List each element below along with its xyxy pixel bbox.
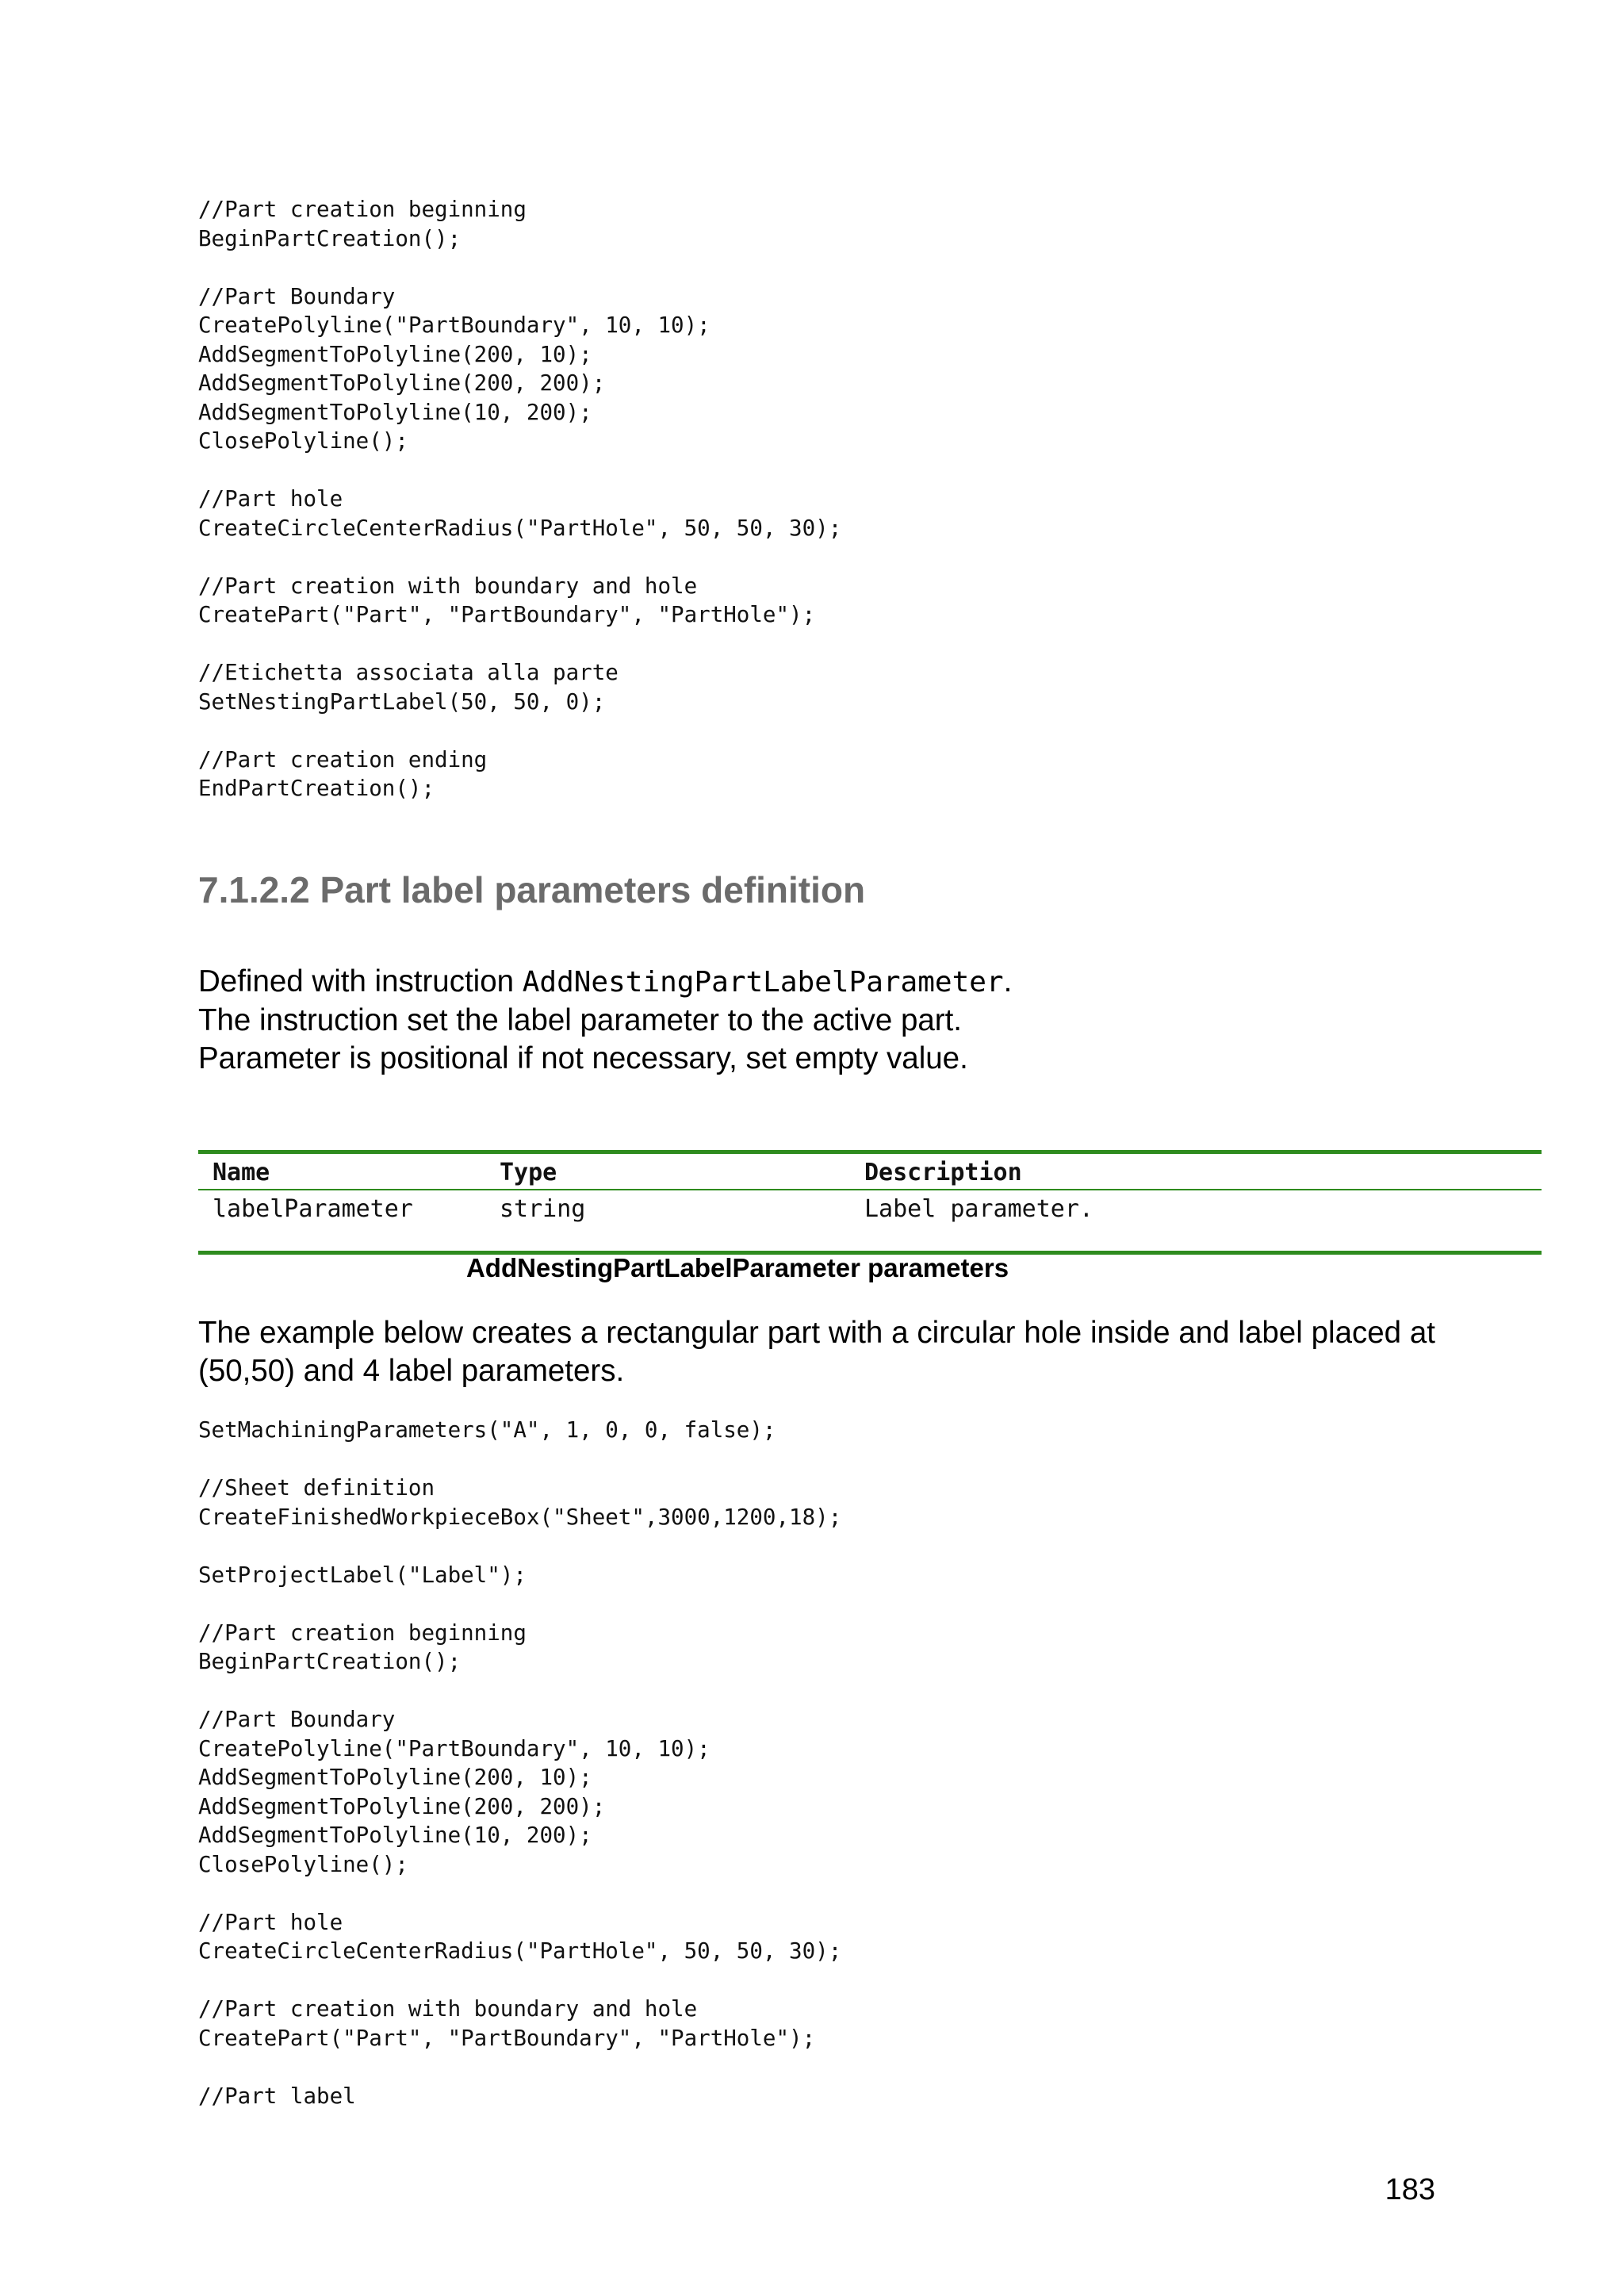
intro-paragraph bbox=[198, 963, 1435, 1078]
intro-line: Parameter is positional if not necessary, set empty value. bbox=[198, 1041, 968, 1075]
cell-type: string bbox=[500, 1195, 586, 1223]
intro-line bbox=[198, 963, 1435, 1002]
code-block: SetMachiningParameters("A", 1, 0, 0, false); //Sheet definition CreateFinishedWorkpieceBox("Sheet",3000,1200,18); SetProjectLabel("Label"); //Part creation beginning BeginPartCreation(); //Part Boundary CreatePolyline("PartBoundary", 10, 10); AddSegmentToPolyline(200, 10); AddSegmentToPolyline(200, 200); AddSegmentToPolyline(10, 200); ClosePolyline(); //Part hole CreateCircleCenterRadius("PartHole", 50, 50, 30); //Part creation with boundary and hole CreatePart("Part", "PartBoundary", "PartHole"); //Part label bbox=[198, 1417, 842, 2109]
example-text: The example below creates a rectangular part with a circular hole inside and label placed at (50,50) and 4 label parameters. bbox=[198, 1316, 1435, 1388]
intro-text: . bbox=[1003, 964, 1013, 999]
table-caption-text: AddNestingPartLabelParameter parameters bbox=[465, 1253, 1009, 1282]
table-row bbox=[198, 1190, 1542, 1251]
code-block: //Part creation beginning BeginPartCreation(); //Part Boundary CreatePolyline("PartBoundary", 10, 10); AddSegmentToPolyline(200, 10); AddSegmentToPolyline(200, 200); AddSegmentToPolyline(10, 200); ClosePolyline(); //Part hole CreateCircleCenterRadius("PartHole", 50, 50, 30); //Part creation with boundary and hole CreatePart("Part", "PartBoundary", "PartHole"); //Etichetta associata alla parte SetNestingPartLabel(50, 50, 0); //Part creation ending EndPartCreation(); bbox=[198, 197, 842, 801]
table-header-row bbox=[198, 1154, 1542, 1189]
intro-line: The instruction set the label parameter to the active part. bbox=[198, 1003, 963, 1037]
cell-name: labelParameter bbox=[213, 1195, 413, 1223]
column-header-description: Description bbox=[864, 1159, 1022, 1186]
example-paragraph bbox=[198, 1314, 1435, 1390]
page-number: 183 bbox=[1385, 2173, 1435, 2206]
cell-description: Label parameter. bbox=[864, 1195, 1094, 1223]
parameters-table bbox=[198, 1150, 1542, 1255]
intro-text: Defined with instruction bbox=[198, 964, 523, 999]
column-header-name: Name bbox=[213, 1159, 270, 1186]
inline-code: AddNestingPartLabelParameter bbox=[522, 966, 1004, 999]
table-caption bbox=[0, 1253, 1277, 1283]
section-heading: 7.1.2.2 Part label parameters definition bbox=[198, 869, 866, 910]
column-header-type: Type bbox=[500, 1159, 557, 1186]
